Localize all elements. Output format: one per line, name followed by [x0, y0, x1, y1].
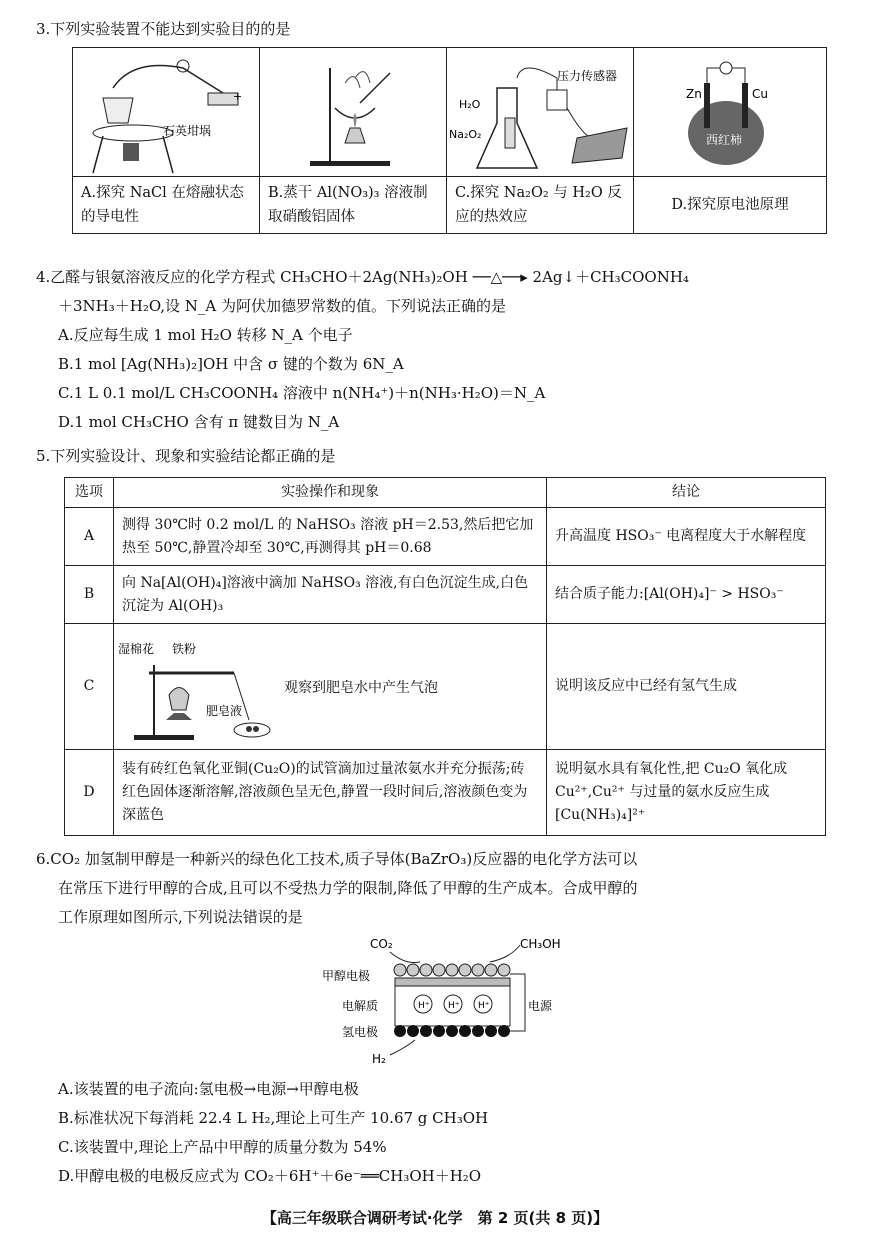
q3-c-sensor-label: 压力传感器	[557, 69, 618, 83]
q5-header-operation: 实验操作和现象	[114, 478, 547, 508]
q6-proton-2: H⁺	[448, 1001, 460, 1011]
q3-option-b: B.蒸干 Al(NO₃)₃ 溶液制取硝酸铝固体	[260, 177, 447, 234]
q4-stem-line2: ＋3NH₃＋H₂O,设 N_A 为阿伏加德罗常数的值。下列说法正确的是	[58, 297, 507, 315]
q3-a-label: 石英坩埚	[163, 124, 212, 138]
apparatus-a-icon	[73, 48, 259, 176]
q5-header-conclusion: 结论	[547, 478, 826, 508]
q5-row-b-operation: 向 Na[Al(OH)₄]溶液中滴加 NaHSO₃ 溶液,有白色沉淀生成,白色沉淀为 Al(OH)₃	[114, 566, 547, 624]
q6-electrolyte-label: 电解质	[342, 999, 379, 1013]
q6-option-c: C.该装置中,理论上产品中甲醇的质量分数为 54%	[58, 1138, 387, 1156]
q6-stem-line2: 在常压下进行甲醇的合成,且可以不受热力学的限制,降低了甲醇的生产成本。合成甲醇的	[58, 879, 638, 897]
table-row	[65, 624, 826, 750]
apparatus-d-icon	[634, 48, 824, 176]
apparatus-b-icon	[260, 48, 446, 176]
q3-image-d	[634, 48, 827, 177]
q6-hydrogen-electrode-label: 氢电极	[342, 1025, 379, 1039]
q5-row-d-option: D	[65, 750, 114, 836]
q3-image-a	[73, 48, 260, 177]
q5-row-a-option: A	[65, 508, 114, 566]
q6-power-label: 电源	[528, 999, 553, 1013]
q3-image-c	[447, 48, 634, 177]
q5-row-d-operation: 装有砖红色氧化亚铜(Cu₂O)的试管滴加过量浓氨水并充分振荡;砖红色固体逐渐溶解,溶液颜色呈无色,静置一段时间后,溶液颜色变为深蓝色	[114, 750, 547, 836]
q6-stem-line3: 工作原理如图所示,下列说法错误的是	[58, 908, 303, 926]
q5-c-wet-cotton: 湿棉花	[118, 641, 155, 656]
q3-option-d: D.探究原电池原理	[634, 177, 827, 234]
q6-option-d: D.甲醇电极的电极反应式为 CO₂＋6H⁺＋6e⁻══CH₃OH＋H₂O	[58, 1167, 482, 1185]
q4-option-d: D.1 mol CH₃CHO 含有 π 键数目为 N_A	[58, 413, 340, 431]
q5-row-a-conclusion: 升高温度 HSO₃⁻ 电离程度大于水解程度	[547, 508, 826, 566]
q6-ch3oh-label: CH₃OH	[520, 937, 561, 951]
q4-stem-line1: 4.乙醛与银氨溶液反应的化学方程式 CH₃CHO＋2Ag(NH₃)₂OH ──△──▸ 2Ag↓＋CH₃COONH₄	[36, 268, 689, 286]
q3-d-cu: Cu	[752, 87, 768, 101]
q4-option-a: A.反应每生成 1 mol H₂O 转移 N_A 个电子	[58, 326, 353, 344]
q6-proton-1: H⁺	[418, 1001, 430, 1011]
q5-header-option: 选项	[65, 478, 114, 508]
q5-row-d-conclusion: 说明氨水具有氧化性,把 Cu₂O 氧化成 Cu²⁺,Cu²⁺ 与过量的氨水反应生成[Cu(NH₃)₄]²⁺	[547, 750, 826, 836]
q3-c-na2o2-label: Na₂O₂	[449, 128, 482, 141]
q6-option-a: A.该装置的电子流向:氢电极→电源→甲醇电极	[58, 1080, 359, 1098]
q3-d-zn: Zn	[686, 87, 702, 101]
q6-diagram	[310, 930, 580, 1070]
iron-steam-apparatus-icon	[114, 625, 274, 749]
q5-row-c-option: C	[65, 624, 114, 750]
q5-row-a-operation: 测得 30℃时 0.2 mol/L 的 NaHSO₃ 溶液 pH＝2.53,然后把它加热至 50℃,静置冷却至 30℃,再测得其 pH＝0.68	[114, 508, 547, 566]
q3-image-b	[260, 48, 447, 177]
q5-c-soap: 肥皂液	[206, 703, 243, 718]
apparatus-c-icon	[447, 48, 633, 176]
q3-table	[72, 47, 827, 234]
q6-proton-3: H⁺	[478, 1001, 490, 1011]
q6-co2-label: CO₂	[370, 937, 393, 951]
q6-methanol-electrode-label: 甲醇电极	[322, 969, 371, 983]
q4-option-c: C.1 L 0.1 mol/L CH₃COONH₄ 溶液中 n(NH₄⁺)＋n(NH₃·H₂O)＝N_A	[58, 384, 546, 402]
q5-row-b-conclusion: 结合质子能力:[Al(OH)₄]⁻ > HSO₃⁻	[547, 566, 826, 624]
q5-row-c-operation: 观察到肥皂水中产生气泡	[284, 679, 438, 696]
q6-option-b: B.标准状况下每消耗 22.4 L H₂,理论上可生产 10.67 g CH₃OH	[58, 1109, 489, 1127]
q4-option-b: B.1 mol [Ag(NH₃)₂]OH 中含 σ 键的个数为 6N_A	[58, 355, 404, 373]
q5-row-c-conclusion: 说明该反应中已经有氢气生成	[547, 624, 826, 750]
page-footer: 【高三年级联合调研考试·化学 第 2 页(共 8 页)】	[261, 1209, 609, 1227]
svg-text:+: +	[233, 90, 243, 103]
q5-row-c-operation-cell	[114, 624, 547, 750]
q6-stem-line1: 6.CO₂ 加氢制甲醇是一种新兴的绿色化工技术,质子导体(BaZrO₃)反应器的电化学方法可以	[36, 850, 638, 868]
table-row	[65, 566, 826, 624]
q3-option-c: C.探究 Na₂O₂ 与 H₂O 反应的热效应	[447, 177, 634, 234]
q5-c-iron-powder: 铁粉	[172, 641, 197, 656]
q5-table	[64, 477, 826, 836]
q5-row-b-option: B	[65, 566, 114, 624]
table-row	[65, 750, 826, 836]
q3-stem: 3.下列实验装置不能达到实验目的的是	[36, 20, 291, 38]
q3-option-a: A.探究 NaCl 在熔融状态的导电性	[73, 177, 260, 234]
q3-c-h2o-label: H₂O	[459, 98, 481, 111]
q6-h2-label: H₂	[372, 1052, 386, 1066]
q3-d-tomato: 西红柿	[706, 133, 743, 147]
q5-stem: 5.下列实验设计、现象和实验结论都正确的是	[36, 447, 336, 465]
table-row	[65, 508, 826, 566]
